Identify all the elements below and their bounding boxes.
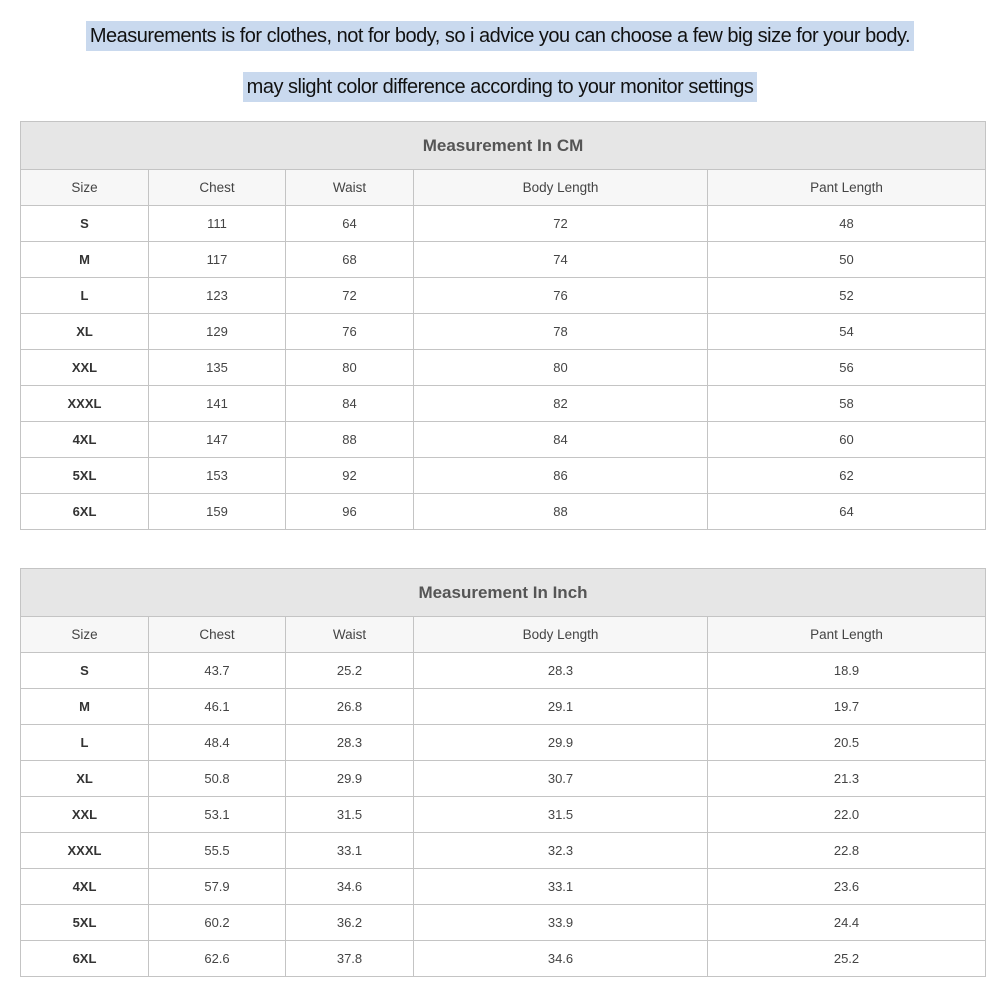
table-row xyxy=(21,725,986,761)
value-cell: 29.9 xyxy=(286,761,414,797)
value-cell: 48 xyxy=(708,206,986,242)
value-cell: 76 xyxy=(414,278,708,314)
value-cell: 68 xyxy=(286,242,414,278)
size-cell: 5XL xyxy=(21,458,149,494)
value-cell: 72 xyxy=(414,206,708,242)
value-cell: 80 xyxy=(414,350,708,386)
table-row xyxy=(21,458,986,494)
table-title: Measurement In CM xyxy=(21,122,986,170)
value-cell: 33.1 xyxy=(414,869,708,905)
value-cell: 50.8 xyxy=(149,761,286,797)
column-header: Pant Length xyxy=(708,617,986,653)
value-cell: 22.8 xyxy=(708,833,986,869)
value-cell: 96 xyxy=(286,494,414,530)
size-cell: XXL xyxy=(21,797,149,833)
value-cell: 141 xyxy=(149,386,286,422)
size-cell: XXXL xyxy=(21,833,149,869)
value-cell: 84 xyxy=(414,422,708,458)
value-cell: 153 xyxy=(149,458,286,494)
value-cell: 52 xyxy=(708,278,986,314)
value-cell: 84 xyxy=(286,386,414,422)
table-row xyxy=(21,869,986,905)
size-cell: XL xyxy=(21,761,149,797)
size-table-cm xyxy=(20,121,986,530)
value-cell: 129 xyxy=(149,314,286,350)
value-cell: 29.1 xyxy=(414,689,708,725)
value-cell: 23.6 xyxy=(708,869,986,905)
size-cell: L xyxy=(21,278,149,314)
value-cell: 30.7 xyxy=(414,761,708,797)
value-cell: 78 xyxy=(414,314,708,350)
size-cell: 5XL xyxy=(21,905,149,941)
value-cell: 31.5 xyxy=(414,797,708,833)
value-cell: 46.1 xyxy=(149,689,286,725)
value-cell: 64 xyxy=(708,494,986,530)
size-cell: 6XL xyxy=(21,941,149,977)
table-row xyxy=(21,653,986,689)
value-cell: 25.2 xyxy=(286,653,414,689)
size-table-inch xyxy=(20,568,986,977)
column-header: Size xyxy=(21,170,149,206)
value-cell: 29.9 xyxy=(414,725,708,761)
notice-line-1 xyxy=(20,13,980,59)
value-cell: 62.6 xyxy=(149,941,286,977)
value-cell: 54 xyxy=(708,314,986,350)
table-row xyxy=(21,797,986,833)
size-cell: 4XL xyxy=(21,869,149,905)
table-row xyxy=(21,350,986,386)
value-cell: 33.9 xyxy=(414,905,708,941)
column-header: Waist xyxy=(286,617,414,653)
value-cell: 28.3 xyxy=(286,725,414,761)
header-row xyxy=(21,617,986,653)
value-cell: 36.2 xyxy=(286,905,414,941)
value-cell: 72 xyxy=(286,278,414,314)
value-cell: 56 xyxy=(708,350,986,386)
value-cell: 43.7 xyxy=(149,653,286,689)
value-cell: 58 xyxy=(708,386,986,422)
value-cell: 76 xyxy=(286,314,414,350)
table-row xyxy=(21,941,986,977)
value-cell: 31.5 xyxy=(286,797,414,833)
table-row xyxy=(21,689,986,725)
value-cell: 22.0 xyxy=(708,797,986,833)
value-cell: 60.2 xyxy=(149,905,286,941)
value-cell: 32.3 xyxy=(414,833,708,869)
value-cell: 86 xyxy=(414,458,708,494)
size-cell: S xyxy=(21,206,149,242)
value-cell: 20.5 xyxy=(708,725,986,761)
size-cell: M xyxy=(21,689,149,725)
column-header: Chest xyxy=(149,170,286,206)
header-row xyxy=(21,170,986,206)
table-row xyxy=(21,314,986,350)
value-cell: 88 xyxy=(414,494,708,530)
column-header: Size xyxy=(21,617,149,653)
column-header: Chest xyxy=(149,617,286,653)
value-cell: 19.7 xyxy=(708,689,986,725)
value-cell: 34.6 xyxy=(414,941,708,977)
value-cell: 62 xyxy=(708,458,986,494)
value-cell: 60 xyxy=(708,422,986,458)
value-cell: 48.4 xyxy=(149,725,286,761)
value-cell: 123 xyxy=(149,278,286,314)
value-cell: 50 xyxy=(708,242,986,278)
value-cell: 92 xyxy=(286,458,414,494)
value-cell: 159 xyxy=(149,494,286,530)
value-cell: 135 xyxy=(149,350,286,386)
value-cell: 80 xyxy=(286,350,414,386)
value-cell: 147 xyxy=(149,422,286,458)
value-cell: 74 xyxy=(414,242,708,278)
value-cell: 111 xyxy=(149,206,286,242)
column-header: Pant Length xyxy=(708,170,986,206)
value-cell: 26.8 xyxy=(286,689,414,725)
table-row xyxy=(21,386,986,422)
notice-text-1: Measurements is for clothes, not for body, so i advice you can choose a few big size for your body. xyxy=(86,21,914,51)
value-cell: 88 xyxy=(286,422,414,458)
value-cell: 53.1 xyxy=(149,797,286,833)
table-row xyxy=(21,761,986,797)
size-cell: L xyxy=(21,725,149,761)
value-cell: 64 xyxy=(286,206,414,242)
value-cell: 28.3 xyxy=(414,653,708,689)
column-header: Body Length xyxy=(414,170,708,206)
size-cell: 4XL xyxy=(21,422,149,458)
table-row xyxy=(21,206,986,242)
value-cell: 37.8 xyxy=(286,941,414,977)
table-row xyxy=(21,494,986,530)
value-cell: 117 xyxy=(149,242,286,278)
table-title: Measurement In Inch xyxy=(21,569,986,617)
value-cell: 24.4 xyxy=(708,905,986,941)
value-cell: 34.6 xyxy=(286,869,414,905)
table-row xyxy=(21,278,986,314)
size-cell: 6XL xyxy=(21,494,149,530)
size-cell: S xyxy=(21,653,149,689)
notice-text-2: may slight color difference according to your monitor settings xyxy=(243,72,758,102)
value-cell: 21.3 xyxy=(708,761,986,797)
table-row xyxy=(21,242,986,278)
value-cell: 18.9 xyxy=(708,653,986,689)
value-cell: 57.9 xyxy=(149,869,286,905)
value-cell: 25.2 xyxy=(708,941,986,977)
value-cell: 33.1 xyxy=(286,833,414,869)
table-row xyxy=(21,905,986,941)
column-header: Waist xyxy=(286,170,414,206)
notice-line-2 xyxy=(20,64,980,110)
value-cell: 55.5 xyxy=(149,833,286,869)
table-row xyxy=(21,422,986,458)
size-cell: XL xyxy=(21,314,149,350)
table-row xyxy=(21,833,986,869)
column-header: Body Length xyxy=(414,617,708,653)
size-cell: XXL xyxy=(21,350,149,386)
size-cell: M xyxy=(21,242,149,278)
value-cell: 82 xyxy=(414,386,708,422)
size-cell: XXXL xyxy=(21,386,149,422)
